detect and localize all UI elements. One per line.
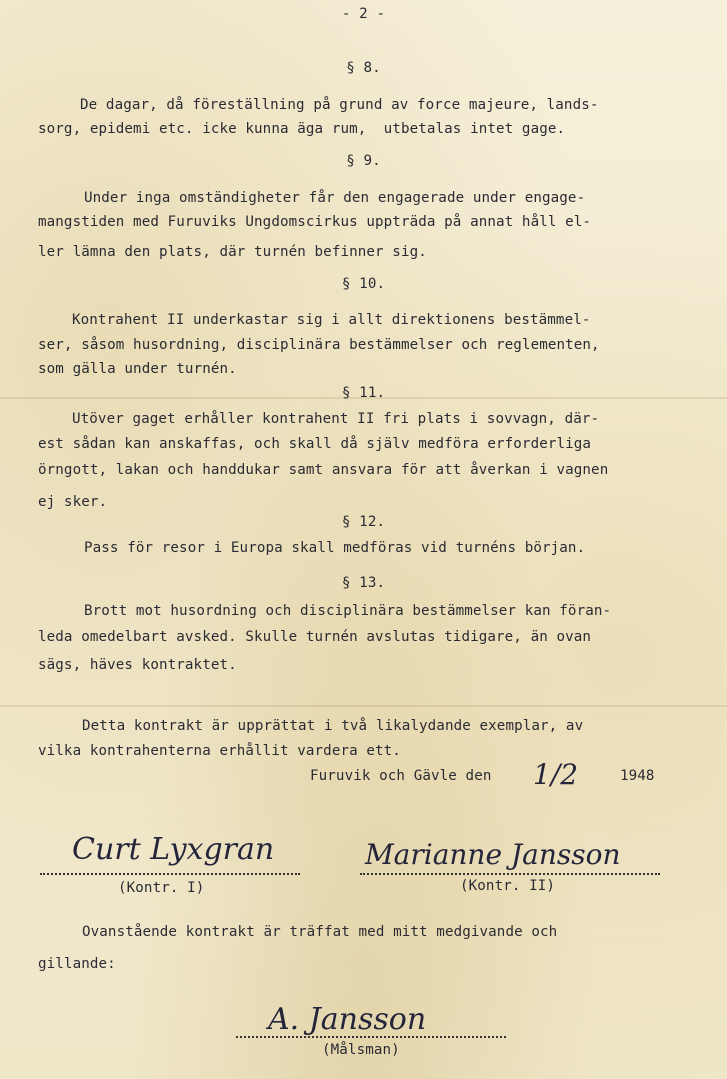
body-line: ler lämna den plats, där turnén befinner sig. (38, 244, 427, 260)
signature-line (360, 873, 660, 875)
section-heading: § 9. (346, 153, 381, 169)
page-number: - 2 - (341, 6, 386, 22)
consent-line: gillande: (38, 956, 116, 972)
body-line: sorg, epidemi etc. icke kunna äga rum, utbetalas intet gage. (38, 121, 566, 137)
body-line: mangstiden med Furuviks Ungdomscirkus uppträda på annat håll el- (38, 214, 592, 230)
body-line: Kontrahent II underkastar sig i allt direktionens bestämmel- (72, 312, 591, 328)
section-heading: § 8. (346, 60, 381, 76)
body-line: örngott, lakan och handdukar samt ansvara för att åverkan i vagnen (38, 462, 609, 478)
party2-label: (Kontr. II) (460, 878, 556, 894)
body-line: leda omedelbart avsked. Skulle turnén avslutas tidigare, än ovan (38, 629, 592, 645)
body-line: Brott mot husordning och disciplinära bestämmelser kan föran- (84, 603, 612, 619)
body-line: ser, såsom husordning, disciplinära bestämmelser och reglementen, (38, 337, 600, 353)
body-line: Under inga omständigheter får den engagerade under engage- (84, 190, 586, 206)
paper-crease (0, 705, 727, 707)
party1-signature: Curt Lyxgran (72, 832, 275, 867)
body-line: som gälla under turnén. (38, 361, 237, 377)
closing-line: vilka kontrahenterna erhållit vardera ett. (38, 743, 401, 759)
body-line: ej sker. (38, 494, 108, 510)
party2-signature: Marianne Jansson (365, 838, 621, 871)
section-heading: § 13. (341, 575, 386, 591)
body-line: Pass för resor i Europa skall medföras vid turnéns början. (84, 540, 586, 556)
signature-line (236, 1036, 506, 1038)
party1-label: (Kontr. I) (118, 880, 205, 896)
consent-line: Ovanstående kontrakt är träffat med mitt medgivande och (82, 924, 558, 940)
section-heading: § 11. (341, 385, 386, 401)
guardian-signature: A. Jansson (268, 1002, 427, 1037)
guardian-label: (Målsman) (322, 1042, 400, 1058)
section-heading: § 12. (341, 514, 386, 530)
year-text: 1948 (620, 768, 655, 784)
body-line: De dagar, då föreställning på grund av force majeure, lands- (80, 97, 599, 113)
body-line: Utöver gaget erhåller kontrahent II fri plats i sovvagn, där- (72, 411, 600, 427)
place-text: Furuvik och Gävle den (310, 768, 492, 784)
handwritten-date: 1/2 (533, 758, 579, 791)
body-line: est sådan kan anskaffas, och skall då själv medföra erforderliga (38, 436, 592, 452)
section-heading: § 10. (341, 276, 386, 292)
signature-line (40, 873, 300, 875)
closing-line: Detta kontrakt är upprättat i två likalydande exemplar, av (82, 718, 584, 734)
body-line: sägs, häves kontraktet. (38, 657, 237, 673)
